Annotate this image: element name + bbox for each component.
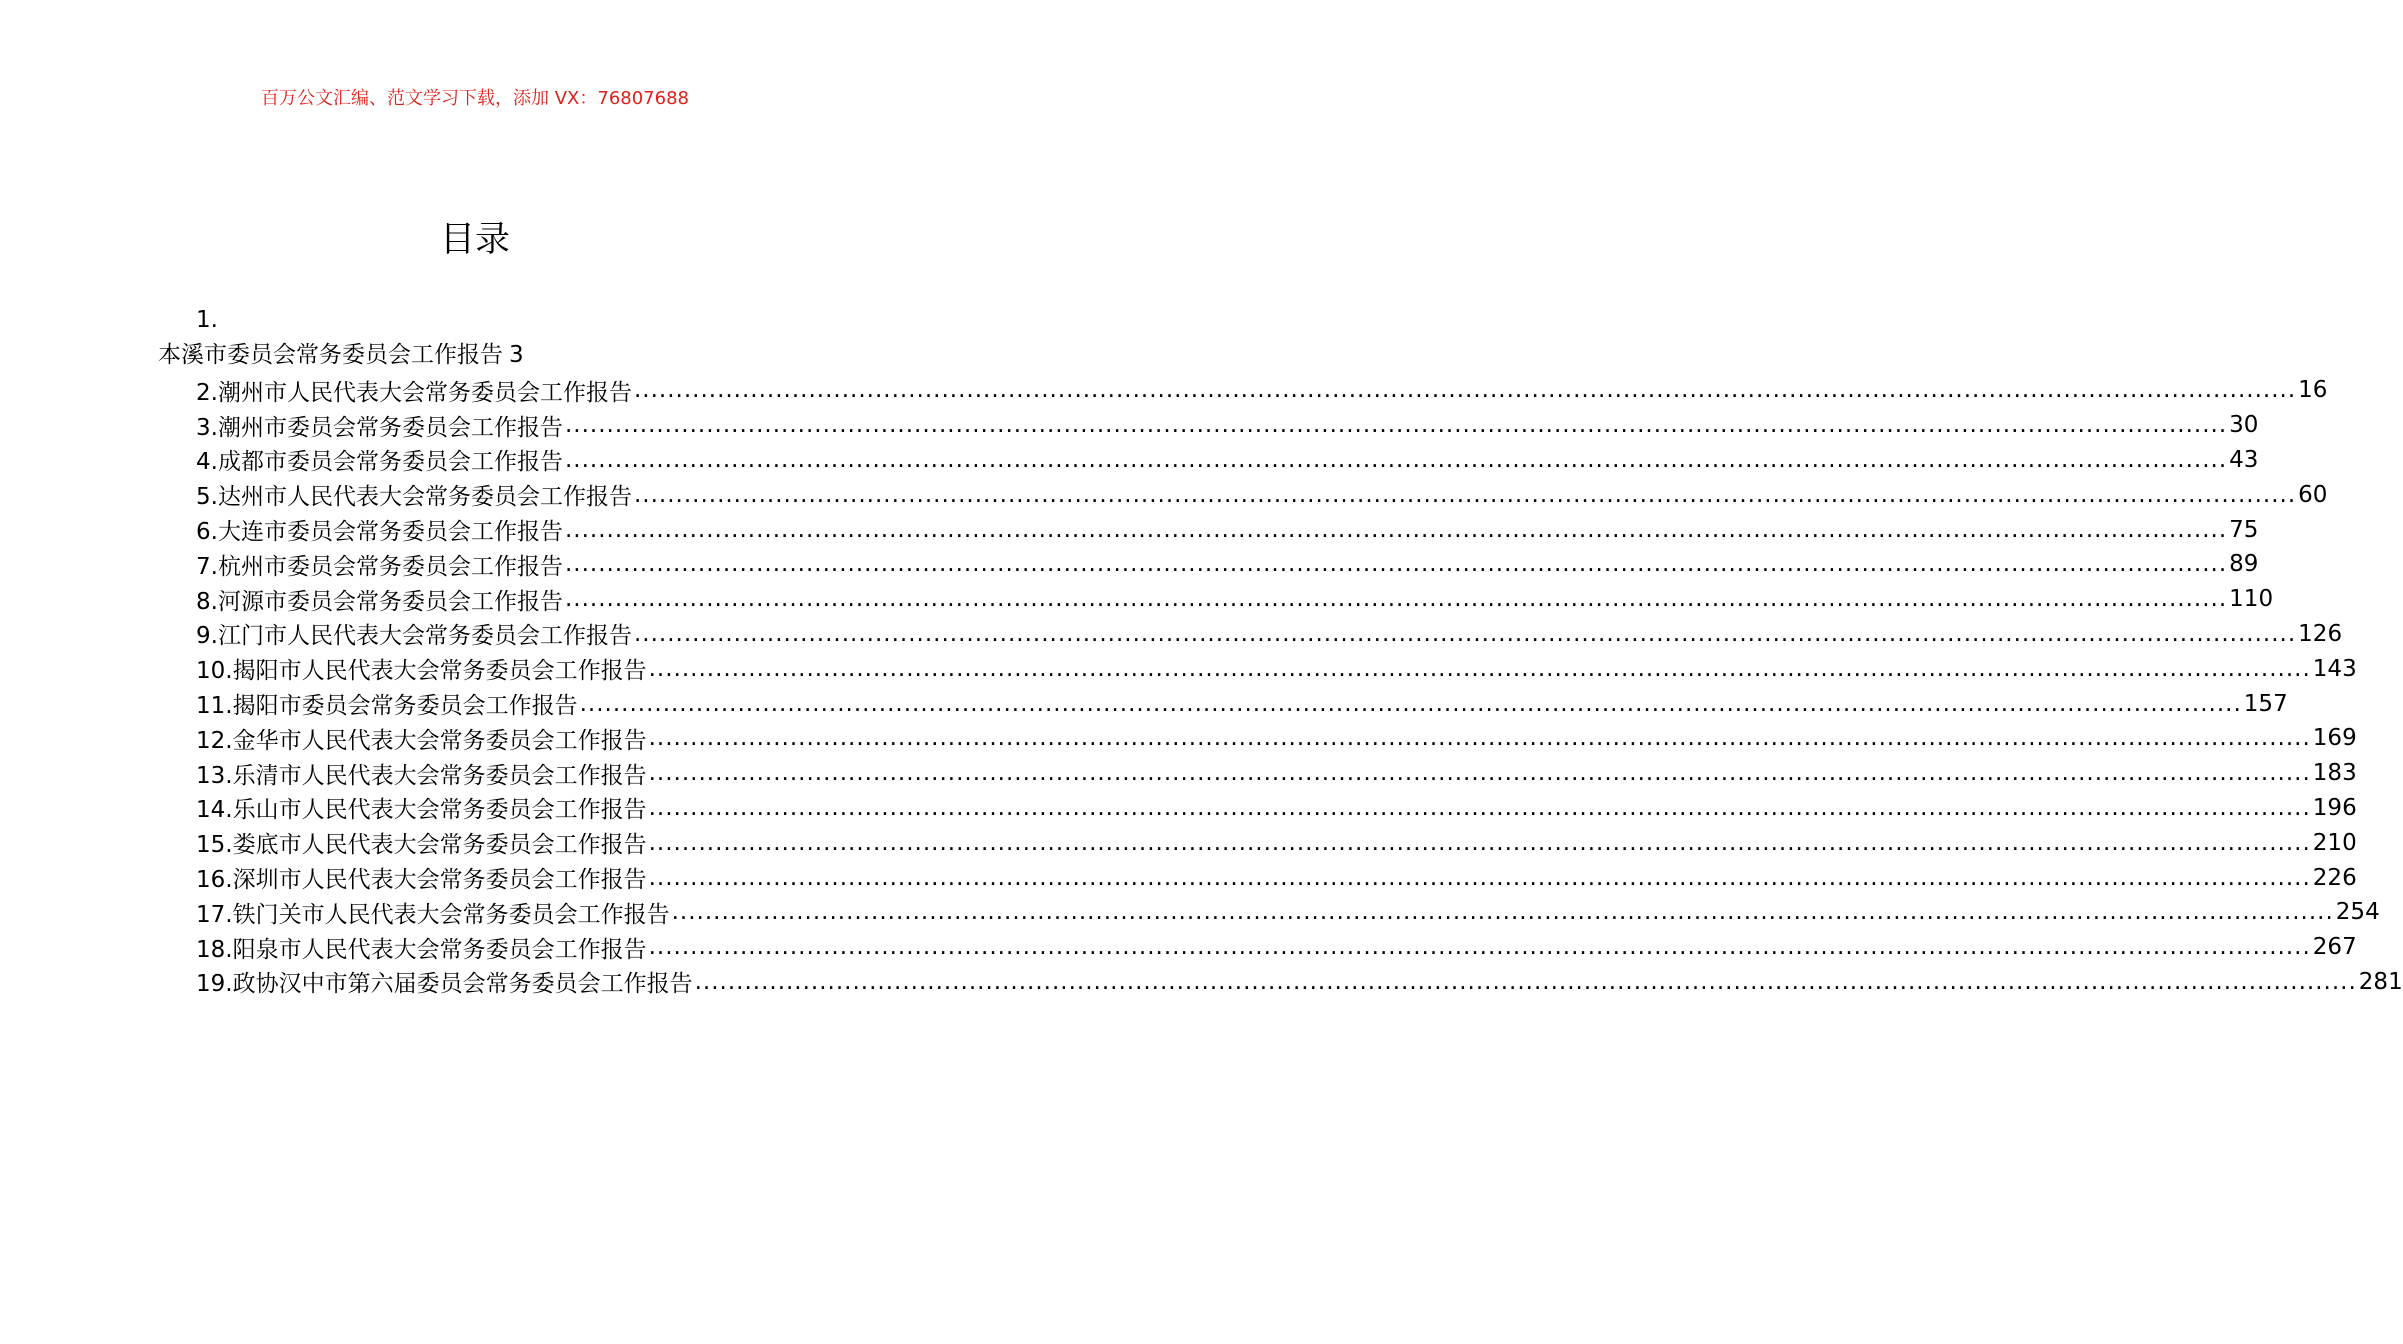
toc-item-label: 6.大连市委员会常务委员会工作报告 (196, 519, 563, 546)
toc-item-label: 本溪市委员会常务委员会工作报告 (158, 342, 503, 368)
toc-leader-dots: ........................................................................................................................................................................................................ (648, 655, 2311, 682)
toc-item-page: 75 (2229, 516, 2259, 543)
toc-item[interactable] (196, 930, 2357, 965)
toc-item[interactable] (196, 373, 2328, 408)
toc-item[interactable] (196, 477, 2328, 512)
toc-leader-dots: ........................................................................................................................................................................................................ (633, 620, 2297, 647)
toc-item[interactable] (196, 547, 2259, 582)
toc-item-label: 16.深圳市人民代表大会常务委员会工作报告 (196, 867, 647, 894)
toc-item-page: 226 (2312, 864, 2357, 891)
toc-item[interactable] (196, 408, 2259, 443)
toc-leader-dots: ........................................................................................................................................................................................................ (671, 899, 2334, 926)
toc-item-page: 157 (2243, 690, 2288, 717)
toc-item-page: 30 (2229, 412, 2259, 439)
toc-item[interactable] (196, 756, 2357, 791)
toc-leader-dots: ........................................................................................................................................................................................................ (564, 412, 2228, 439)
toc-leader-dots: ........................................................................................................................................................................................................ (633, 377, 2297, 404)
toc-item-page: 89 (2229, 551, 2259, 578)
toc-item-page: 60 (2298, 481, 2328, 508)
toc-item-label: 17.铁门关市人民代表大会常务委员会工作报告 (196, 901, 670, 928)
toc-item-label: 15.娄底市人民代表大会常务委员会工作报告 (196, 832, 647, 859)
toc-item-page: 43 (2229, 446, 2259, 473)
toc-item[interactable] (196, 825, 2357, 860)
toc-item-page: 169 (2312, 725, 2357, 752)
toc-leader-dots: ........................................................................................................................................................................................................ (648, 934, 2311, 961)
toc-item[interactable] (196, 582, 2274, 617)
toc-item-label: 5.达州市人民代表大会常务委员会工作报告 (196, 484, 632, 511)
toc-leader-dots: ........................................................................................................................................................................................................ (648, 760, 2311, 787)
toc-item[interactable] (196, 965, 2403, 1000)
toc-item-label: 7.杭州市委员会常务委员会工作报告 (196, 553, 563, 580)
toc-item-page: 110 (2229, 586, 2274, 613)
toc-item-page: 143 (2312, 655, 2357, 682)
toc-item-label: 12.金华市人民代表大会常务委员会工作报告 (196, 727, 647, 754)
toc-item-page: 196 (2312, 794, 2357, 821)
toc-item[interactable] (196, 791, 2357, 826)
toc-leader-dots: ........................................................................................................................................................................................................ (564, 586, 2228, 613)
toc-item-label: 13.乐清市人民代表大会常务委员会工作报告 (196, 762, 647, 789)
toc-leader-dots: ........................................................................................................................................................................................................ (648, 794, 2311, 821)
toc-item-label: 14.乐山市人民代表大会常务委员会工作报告 (196, 797, 647, 824)
toc-item-label: 4.成都市委员会常务委员会工作报告 (196, 449, 563, 476)
toc-item-page: 183 (2312, 760, 2357, 787)
toc-item[interactable] (196, 617, 2343, 652)
toc-item[interactable] (196, 860, 2357, 895)
toc-item-label: 10.揭阳市人民代表大会常务委员会工作报告 (196, 658, 647, 685)
toc-leader-dots: ........................................................................................................................................................................................................ (633, 481, 2297, 508)
toc-leader-dots: ........................................................................................................................................................................................................ (648, 829, 2311, 856)
toc-item-label: 2.潮州市人民代表大会常务委员会工作报告 (196, 379, 632, 406)
toc-item[interactable] (196, 512, 2259, 547)
toc-item-label: 3.潮州市委员会常务委员会工作报告 (196, 414, 563, 441)
toc-item-label: 9.江门市人民代表大会常务委员会工作报告 (196, 623, 632, 650)
toc-list (196, 373, 2403, 999)
toc-item-page: 3 (509, 342, 524, 368)
toc-leader-dots: ........................................................................................................................................................................................................ (648, 864, 2311, 891)
toc-item-page: 126 (2298, 620, 2343, 647)
page-title: 目录 (439, 220, 510, 260)
toc-item-1-number: 1. (196, 307, 218, 333)
toc-item-label: 19.政协汉中市第六届委员会常务委员会工作报告 (196, 971, 693, 998)
toc-leader-dots: ........................................................................................................................................................................................................ (564, 516, 2228, 543)
toc-leader-dots: ........................................................................................................................................................................................................ (564, 446, 2228, 473)
toc-leader-dots: ........................................................................................................................................................................................................ (694, 968, 2357, 995)
toc-item-label: 18.阳泉市人民代表大会常务委员会工作报告 (196, 936, 647, 963)
toc-item-page: 281 (2358, 968, 2403, 995)
toc-item-page: 254 (2335, 899, 2380, 926)
toc-item-label: 11.揭阳市委员会常务委员会工作报告 (196, 693, 578, 720)
toc-leader-dots: ........................................................................................................................................................................................................ (564, 551, 2228, 578)
toc-item-label: 8.河源市委员会常务委员会工作报告 (196, 588, 563, 615)
toc-item-page: 267 (2312, 934, 2357, 961)
toc-item[interactable] (196, 895, 2380, 930)
toc-item-page: 210 (2312, 829, 2357, 856)
toc-item[interactable] (196, 721, 2357, 756)
toc-item[interactable] (196, 686, 2288, 721)
toc-item[interactable] (196, 443, 2259, 478)
toc-item-1[interactable] (158, 338, 524, 373)
header-notice: 百万公文汇编、范文学习下载，添加 VX：76807688 (261, 88, 689, 109)
toc-leader-dots: ........................................................................................................................................................................................................ (579, 690, 2242, 717)
toc-item-page: 16 (2298, 377, 2328, 404)
toc-item[interactable] (196, 651, 2357, 686)
toc-leader-dots: ........................................................................................................................................................................................................ (648, 725, 2311, 752)
